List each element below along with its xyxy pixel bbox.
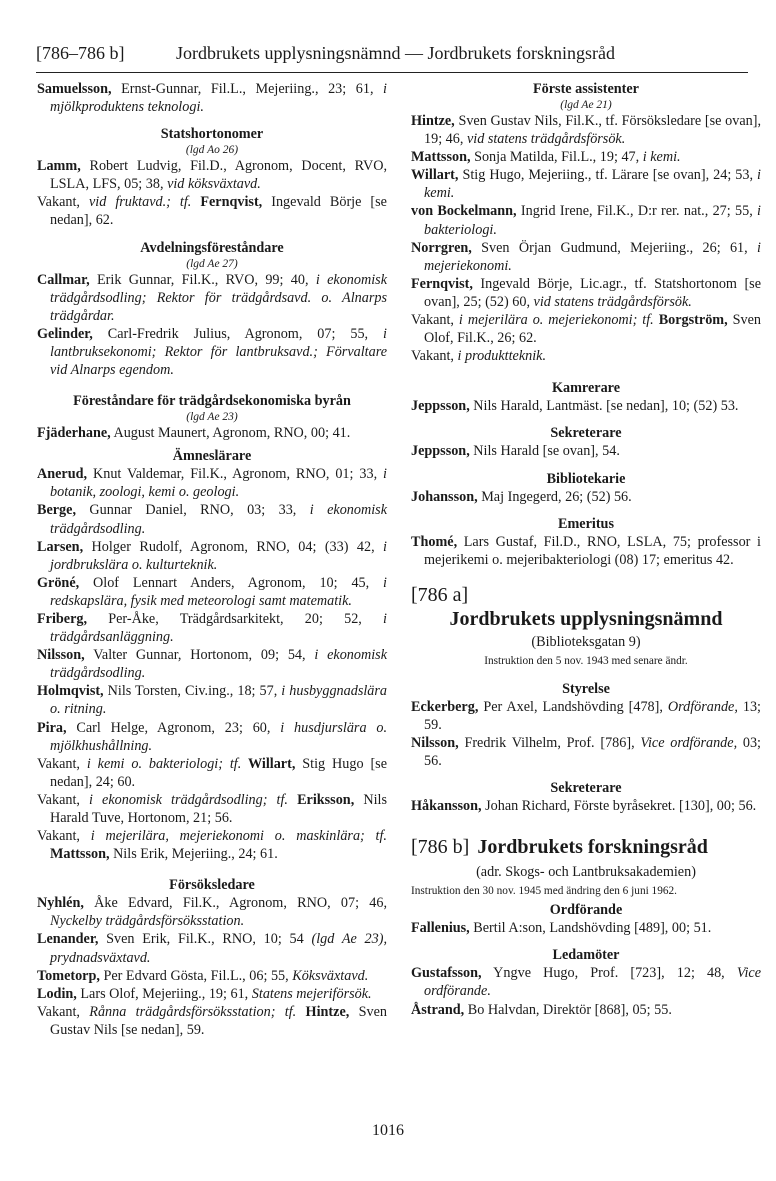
entry-lodin: Lodin, Lars Olof, Mejeriing., 19; 61, Statens mejeriförsök.: [37, 985, 372, 1002]
entry-berge: Berge, Gunnar Daniel, RNO, 03; 33, i ekonomisk trädgårdsodling.: [37, 502, 388, 537]
entry-eckerberg: Eckerberg, Per Axel, Landshövding [478], Ordförande, 13; 59.: [411, 698, 761, 733]
org-b-address: (adr. Skogs- och Lantbruksakademien): [476, 864, 696, 881]
entry-tometorp: Tometorp, Per Edvard Gösta, Fil.L., 06; 55, Köksväxtavd.: [37, 967, 369, 984]
header-reference: [786–786 b]: [36, 43, 125, 63]
entry-mattsson: Mattsson, Sonja Matilda, Fil.L., 19; 47, i kemi.: [411, 149, 681, 166]
org-a-instruction: Instruktion den 5 nov. 1943 med senare ändr.: [484, 654, 688, 667]
entry-fallenius: Fallenius, Bertil A:son, Landshövding [489], 00; 51.: [411, 920, 712, 937]
entry-gelinder: Gelinder, Carl-Fredrik Julius, Agronom, 07; 55, i lantbruksekonomi; Rektor för lantbruksavd.; Förvaltare vid Alnarps egendom.: [37, 325, 387, 379]
entry-lenander: Lenander, Sven Erik, Fil.K., RNO, 10; 54 (lgd Ae 23), prydnadsväxtavd.: [37, 931, 387, 966]
section-heading: Avdelningsföreståndare: [140, 239, 284, 256]
entry-vakant: Vakant, Rånna trädgårdsförsöksstation; tf. Hintze, Sven Gustav Nils [se nedan], 59.: [37, 1003, 388, 1038]
section-heading: Styrelse: [562, 680, 610, 697]
section-heading: Ämneslärare: [172, 448, 252, 465]
left-column: [37, 80, 387, 1039]
section-heading: Bibliotekarie: [546, 470, 626, 487]
entry-vakant: Vakant, i ekonomisk trädgårdsodling; tf. Eriksson, Nils Harald Tuve, Hortonom, 21; 56.: [37, 791, 387, 826]
section-heading: Föreståndare för trädgårdsekonomiska byrån: [73, 393, 351, 410]
entry-grone: Gröné, Olof Lennart Anders, Agronom, 10; 45, i redskapslära, fysik med meteorologi samt matematik.: [37, 574, 387, 609]
entry-anerud: Anerud, Knut Valdemar, Fil.K., Agronom, RNO, 01; 33, i botanik, zoologi, kemi o. geologi.: [37, 466, 387, 501]
entry-pira: Pira, Carl Helge, Agronom, 23; 60, i husdjurslära o. mjölkhushållning.: [37, 719, 387, 754]
entry-hintze: Hintze, Sven Gustav Nils, Fil.K., tf. Försöksledare [se ovan], 19; 46, vid statens trädgårdsförsök.: [411, 113, 761, 148]
entry-lamm: Lamm, Robert Ludvig, Fil.D., Agronom, Docent, RVO, LSLA, LFS, 05; 38, vid köksväxtavd.: [37, 158, 387, 193]
section-heading: Försöksledare: [169, 877, 255, 894]
entry-astrand: Åstrand, Bo Halvdan, Direktör [868], 05; 55.: [411, 1001, 672, 1018]
entry-norrgren: Norrgren, Sven Örjan Gudmund, Mejeriing., 26; 61, i mejeriekonomi.: [411, 239, 761, 274]
entry-willart: Willart, Stig Hugo, Mejeriing., tf. Lärare [se ovan], 24; 53, i kemi.: [411, 167, 761, 202]
entry-vakant: Vakant, i mejerilära o. mejeriekonomi; tf. Borgström, Sven Olof, Fil.K., 26; 62.: [411, 312, 761, 347]
entry-larsen: Larsen, Holger Rudolf, Agronom, RNO, 04; (33) 42, i jordbrukslära o. kulturteknik.: [37, 538, 387, 573]
section-heading: Sekreterare: [550, 780, 622, 797]
section-heading: Statshortonomer: [160, 126, 264, 143]
entry-fernqvist: Fernqvist, Ingevald Börje, Lic.agr., tf. Statshortonom [se ovan], 25; (52) 60, vid statens trädgårdsförsök.: [411, 275, 761, 310]
entry-holmqvist: Holmqvist, Nils Torsten, Civ.ing., 18; 57, i husbyggnadslära o. ritning.: [37, 683, 387, 718]
org-b-reference: [786 b]: [411, 836, 470, 859]
entry-johansson: Johansson, Maj Ingegerd, 26; (52) 56.: [411, 488, 632, 505]
org-a-name: Jordbrukets upplysningsnämnd: [449, 607, 723, 630]
entry-jeppsson: Jeppsson, Nils Harald [se ovan], 54.: [411, 443, 620, 460]
page-number: 1016: [372, 1122, 404, 1139]
entry-vakant: Vakant, i produktteknik.: [411, 348, 547, 365]
right-column: [411, 80, 761, 1019]
entry-vakant: Vakant, i mejerilära, mejeriekonomi o. maskinlära; tf. Mattsson, Nils Erik, Mejeriing., 24; 61.: [37, 828, 387, 863]
section-heading: Sekreterare: [550, 425, 622, 442]
section-grade: (lgd Ao 26): [185, 144, 239, 157]
entry-gustafsson: Gustafsson, Yngve Hugo, Prof. [723], 12; 48, Vice ordförande.: [411, 965, 761, 1000]
section-heading: Förste assistenter: [533, 81, 639, 97]
entry-nyhlen: Nyhlén, Åke Edvard, Fil.K., Agronom, RNO, 07; 46, Nyckelby trädgårdsförsöksstation.: [37, 895, 387, 930]
org-b-heading: [411, 835, 761, 859]
header-title: Jordbrukets upplysningsnämnd — Jordbrukets forskningsråd: [176, 43, 615, 63]
section-heading: Kamrerare: [551, 380, 620, 397]
entry-samuelsson: Samuelsson, Ernst-Gunnar, Fil.L., Mejeriing., 23; 61, i mjölkproduktens teknologi.: [37, 81, 387, 116]
org-a-reference: [786 a]: [411, 583, 469, 606]
entry-thome: Thomé, Lars Gustaf, Fil.D., RNO, LSLA, 75; professor i mejerikemi o. mejeribakteriologi (08) 17; emeritus 42.: [411, 533, 761, 568]
org-a-address: (Biblioteksgatan 9): [531, 633, 641, 650]
header-rule: [36, 72, 748, 73]
entry-fjaderhane: Fjäderhane, August Maunert, Agronom, RNO, 00; 41.: [37, 425, 351, 442]
section-grade: (lgd Ae 21): [560, 99, 612, 111]
org-b-name: Jordbrukets forskningsråd: [477, 836, 708, 859]
section-grade: (lgd Ae 27): [186, 257, 238, 270]
org-a-reference-line: [411, 583, 761, 607]
entry-vakant: Vakant, vid fruktavd.; tf. Fernqvist, Ingevald Börje [se nedan], 62.: [37, 194, 387, 229]
section-heading: Ordförande: [549, 902, 623, 919]
entry-nilsson: Nilsson, Fredrik Vilhelm, Prof. [786], Vice ordförande, 03; 56.: [411, 734, 761, 770]
org-b-instruction: Instruktion den 30 nov. 1945 med ändring den 6 juni 1962.: [411, 885, 677, 898]
running-header: [36, 42, 748, 64]
entry-hakansson: Håkansson, Johan Richard, Förste byråsekret. [130], 00; 56.: [411, 798, 757, 815]
entry-nilsson: Nilsson, Valter Gunnar, Hortonom, 09; 54, i ekonomisk trädgårdsodling.: [37, 647, 387, 682]
section-heading: Ledamöter: [552, 947, 620, 964]
entry-von-bockelmann: von Bockelmann, Ingrid Irene, Fil.K., D:r rer. nat., 27; 55, i bakteriologi.: [411, 203, 761, 238]
section-grade: (lgd Ae 23): [186, 411, 238, 424]
entry-friberg: Friberg, Per-Åke, Trädgårdsarkitekt, 20; 52, i trädgårdsanläggning.: [37, 610, 387, 646]
entry-callmar: Callmar, Erik Gunnar, Fil.K., RVO, 99; 40, i ekonomisk trädgårdsodling; Rektor för trädgårdsavd. o. Alnarps trädgårdar.: [37, 271, 387, 324]
section-heading: Emeritus: [558, 515, 614, 532]
entry-jeppsson: Jeppsson, Nils Harald, Lantmäst. [se nedan], 10; (52) 53.: [411, 398, 739, 415]
entry-vakant: Vakant, i kemi o. bakteriologi; tf. Willart, Stig Hugo [se nedan], 24; 60.: [37, 755, 388, 790]
